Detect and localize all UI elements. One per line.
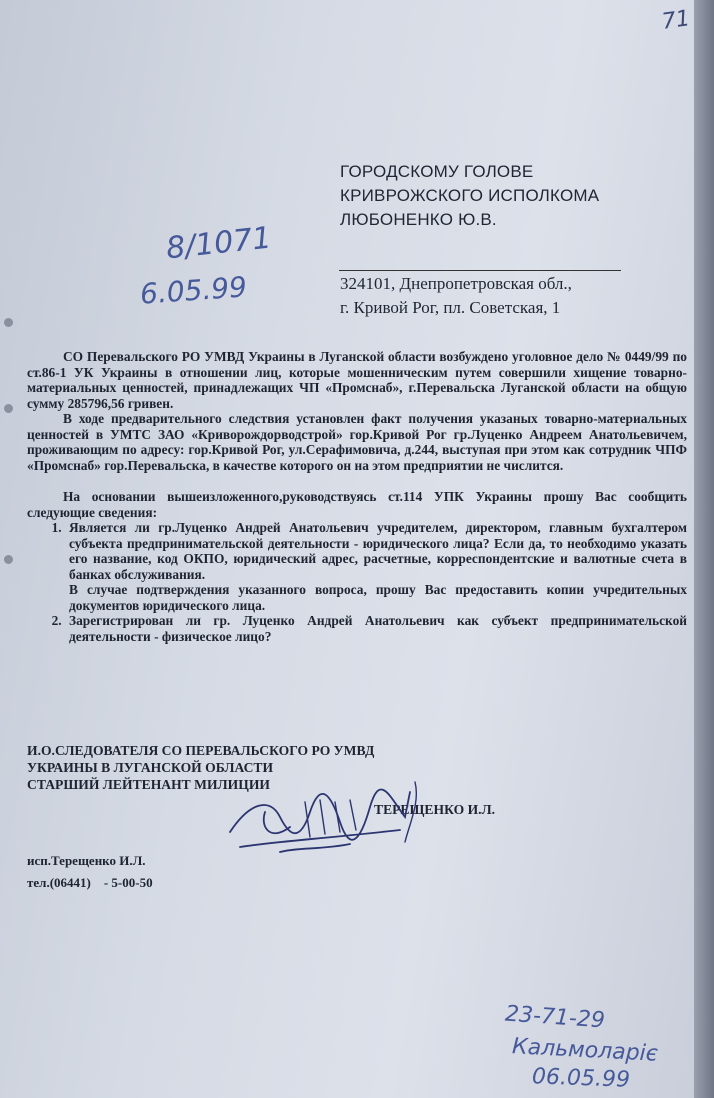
- list-item-1-followup: В случае подтверждения указанного вопроса, прошу Вас предоставить копии учредительных документов юридического лица.: [69, 582, 687, 613]
- handwritten-note-name: Кальмоларіє: [511, 1034, 659, 1067]
- list-item-1-text: Является ли гр.Луценко Андрей Анатольевич учредителем, директором, главным бухгалтером субъекта предпринимательской деятельности - юридического лица? Если да, то необходимо указать его название, код ОКПО, юридический адрес, расчетные, корреспондентские и валютные счета в банках обслуживания.: [69, 520, 687, 582]
- address-rule: [339, 270, 621, 271]
- request-list: [27, 520, 687, 644]
- binding-hole: [4, 318, 13, 327]
- handwritten-registration-number: 8/1071: [164, 220, 274, 267]
- list-item: [65, 520, 687, 613]
- signature-title-2: УКРАИНЫ В ЛУГАНСКОЙ ОБЛАСТИ: [27, 760, 274, 775]
- list-item-2-text: Зарегистрирован ли гр. Луценко Андрей Анатольевич как субъект предпринимательской деятельности - физическое лицо?: [69, 613, 687, 644]
- binding-hole: [4, 404, 13, 413]
- list-item: [65, 613, 687, 644]
- paragraph-3: На основании вышеизложенного,руководствуясь ст.114 УПК Украины прошу Вас сообщить следующие сведения:: [27, 489, 687, 520]
- handwritten-note-number: 23-71-29: [504, 1001, 606, 1034]
- handwritten-registration-date: 6.05.99: [138, 270, 248, 311]
- recipient-address-1: 324101, Днепропетровская обл.,: [340, 274, 572, 293]
- paragraph-2: В ходе предварительного следствия установлен факт получения указаных товарно-материальных ценностей в УМТС ЗАО «Криворождорводстрой» гор.Кривой Рог гр.Луценко Андреем Анатольевичем, проживающим по адресу: гор.Кривой Рог, ул.Серафимовича, д.244, выступая при этом как сотрудник ЧПФ «Промснаб» гор.Перевальска, в качестве которого он на этом предприятии не числится.: [27, 411, 687, 473]
- paragraph-1: СО Перевальского РО УМВД Украины в Луганской области возбуждено уголовное дело № 0449/99 по ст.86-1 УК Украины в отношении лиц, которые мошенническим путем совершили хищение товарно-материальных ценностей, принадлежащих ЧП «Промснаб», г.Перевальска Луганской области на общую сумму 285796,56 гривен.: [27, 349, 687, 411]
- signatory-name: ТЕРЕЩЕНКО И.Л.: [374, 802, 496, 817]
- signature-title-1: И.О.СЛЕДОВАТЕЛЯ СО ПЕРЕВАЛЬСКОГО РО УМВД: [27, 743, 375, 758]
- recipient-line-3: ЛЮБОНЕНКО Ю.В.: [340, 210, 497, 229]
- letter-body: [27, 349, 687, 644]
- handwritten-signature: [210, 772, 440, 867]
- signature-title-3: СТАРШИЙ ЛЕЙТЕНАНТ МИЛИЦИИ: [27, 777, 270, 792]
- recipient-address-2: г. Кривой Рог, пл. Советская, 1: [340, 298, 561, 317]
- recipient-line-2: КРИВРОЖСКОГО ИСПОЛКОМА: [340, 186, 600, 205]
- page-edge-shadow: [694, 0, 714, 1098]
- corner-page-mark: 71: [660, 6, 692, 35]
- executor-name: исп.Терещенко И.Л.: [27, 853, 146, 868]
- executor-phone: тел.(06441) - 5-00-50: [27, 875, 153, 890]
- recipient-line-1: ГОРОДСКОМУ ГОЛОВЕ: [340, 162, 534, 181]
- handwritten-note-date: 06.05.99: [531, 1064, 631, 1093]
- binding-hole: [4, 555, 13, 564]
